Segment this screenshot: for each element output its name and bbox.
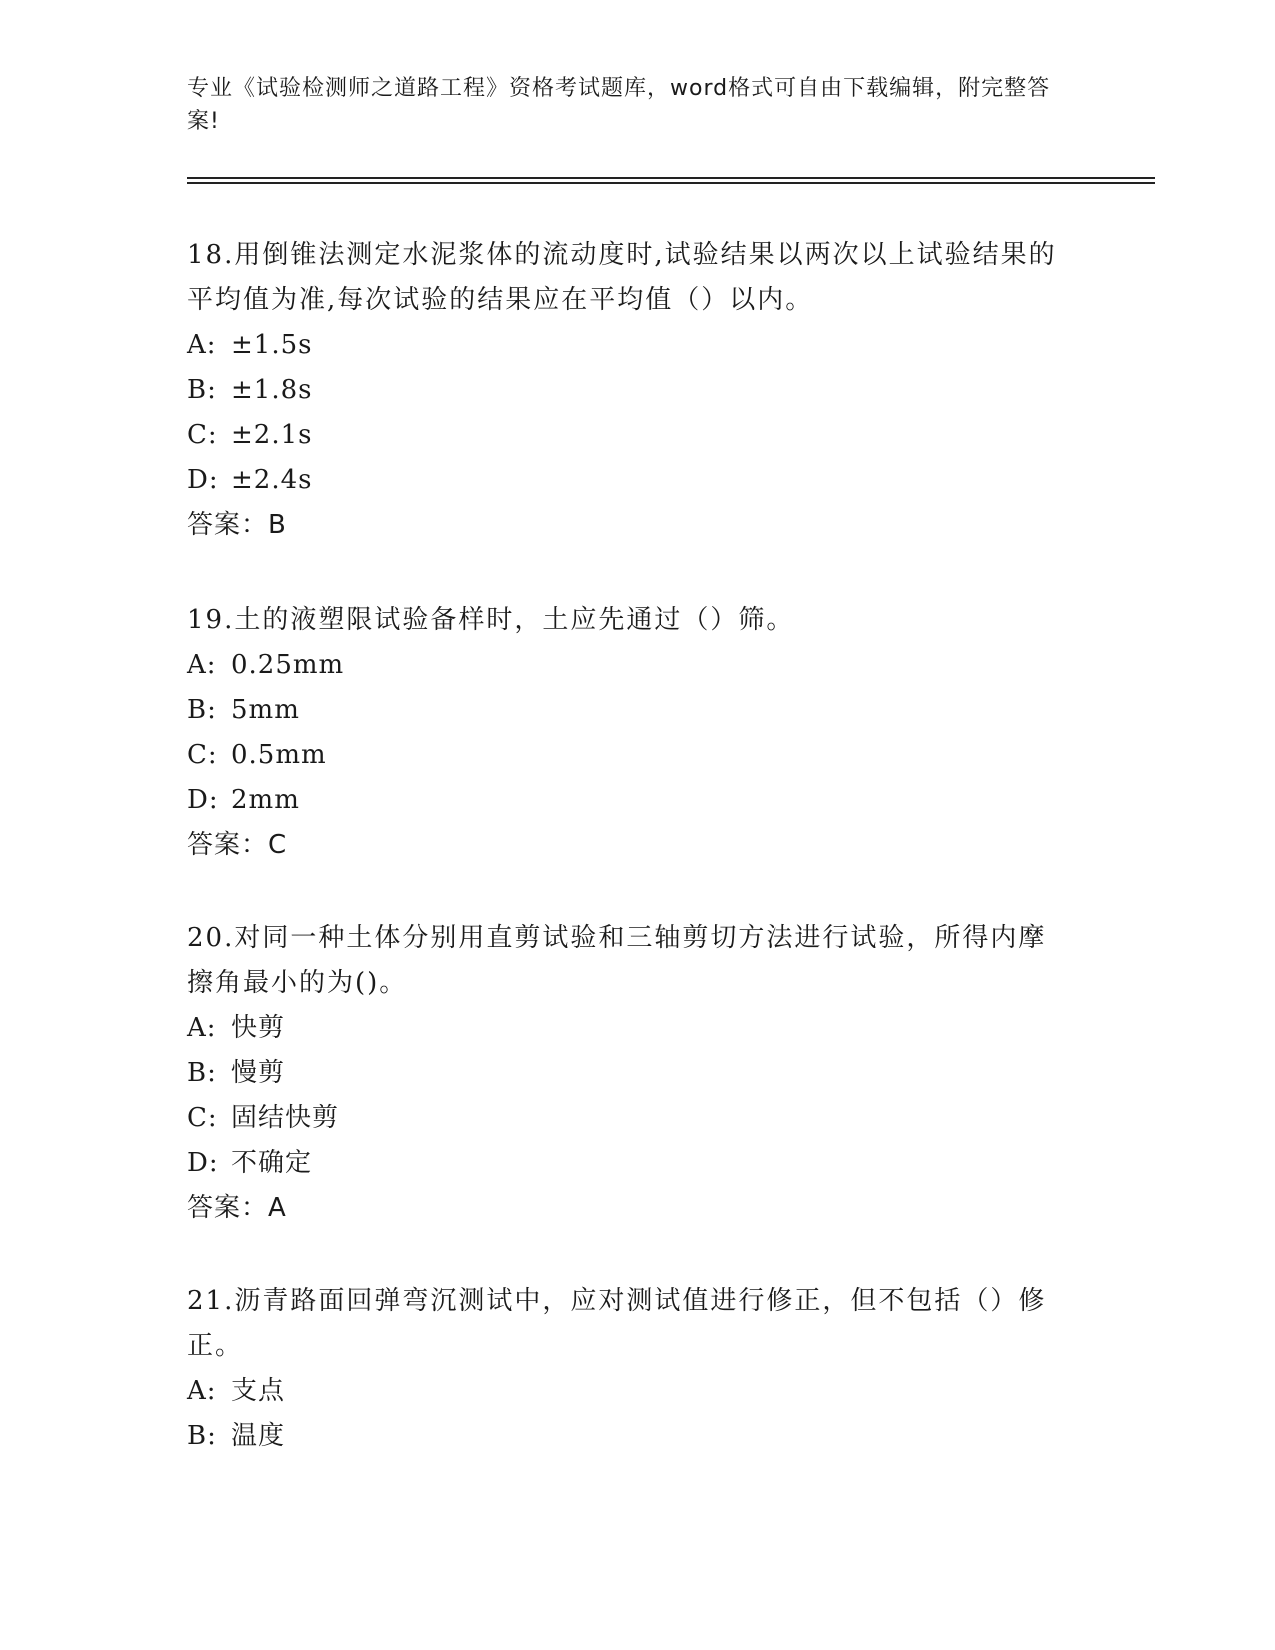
option-key: A: bbox=[187, 330, 217, 360]
option-b bbox=[187, 368, 1067, 413]
option-value: 5mm bbox=[231, 695, 300, 725]
question-text: 20.对同一种土体分别用直剪试验和三轴剪切方法进行试验，所得内摩擦角最小的为()。 bbox=[187, 923, 1047, 998]
option-key: C: bbox=[187, 1103, 218, 1133]
option-key: B: bbox=[187, 375, 217, 405]
option-value: 0.5mm bbox=[231, 740, 327, 770]
option-value: ±1.8s bbox=[231, 375, 313, 405]
option-key: D: bbox=[187, 465, 219, 495]
option-value: 2mm bbox=[231, 785, 300, 815]
option-value: ±2.1s bbox=[231, 420, 313, 450]
header-rule-top bbox=[187, 177, 1155, 179]
option-value: ±1.5s bbox=[231, 330, 313, 360]
question-21 bbox=[187, 1279, 1067, 1459]
option-value: 快剪 bbox=[231, 1013, 286, 1043]
option-key: C: bbox=[187, 740, 218, 770]
option-c bbox=[187, 733, 1067, 778]
answer: 答案：A bbox=[187, 1193, 287, 1223]
option-value: 固结快剪 bbox=[231, 1103, 340, 1133]
option-c bbox=[187, 1096, 1067, 1141]
option-a bbox=[187, 1369, 1067, 1414]
option-key: B: bbox=[187, 1421, 217, 1451]
option-d bbox=[187, 1141, 1067, 1186]
question-19 bbox=[187, 598, 1067, 868]
option-b bbox=[187, 1051, 1067, 1096]
option-value: 支点 bbox=[231, 1376, 286, 1406]
option-key: A: bbox=[187, 1013, 217, 1043]
option-value: ±2.4s bbox=[231, 465, 313, 495]
option-value: 温度 bbox=[231, 1421, 286, 1451]
option-b bbox=[187, 1414, 1067, 1459]
option-key: A: bbox=[187, 650, 217, 680]
option-d bbox=[187, 458, 1067, 503]
option-a bbox=[187, 323, 1067, 368]
document-header: 专业《试验检测师之道路工程》资格考试题库，word格式可自由下载编辑，附完整答案! bbox=[187, 76, 1051, 134]
option-a bbox=[187, 643, 1067, 688]
option-value: 慢剪 bbox=[231, 1058, 286, 1088]
option-key: A: bbox=[187, 1376, 217, 1406]
answer: 答案：B bbox=[187, 510, 287, 540]
option-a bbox=[187, 1006, 1067, 1051]
option-key: D: bbox=[187, 1148, 219, 1178]
answer: 答案：C bbox=[187, 830, 288, 860]
option-b bbox=[187, 688, 1067, 733]
option-key: C: bbox=[187, 420, 218, 450]
question-18 bbox=[187, 233, 1067, 548]
option-value: 不确定 bbox=[231, 1148, 313, 1178]
question-text: 18.用倒锥法测定水泥浆体的流动度时,试验结果以两次以上试验结果的平均值为准,每次试验的结果应在平均值（）以内。 bbox=[187, 240, 1057, 315]
option-key: D: bbox=[187, 785, 219, 815]
question-text: 21.沥青路面回弹弯沉测试中，应对测试值进行修正，但不包括（）修正。 bbox=[187, 1286, 1047, 1361]
option-d bbox=[187, 778, 1067, 823]
question-20 bbox=[187, 916, 1067, 1231]
option-c bbox=[187, 413, 1067, 458]
question-text: 19.土的液塑限试验备样时，土应先通过（）筛。 bbox=[187, 605, 795, 635]
option-key: B: bbox=[187, 695, 217, 725]
option-key: B: bbox=[187, 1058, 217, 1088]
header-rule-bottom bbox=[187, 182, 1155, 184]
option-value: 0.25mm bbox=[231, 650, 345, 680]
